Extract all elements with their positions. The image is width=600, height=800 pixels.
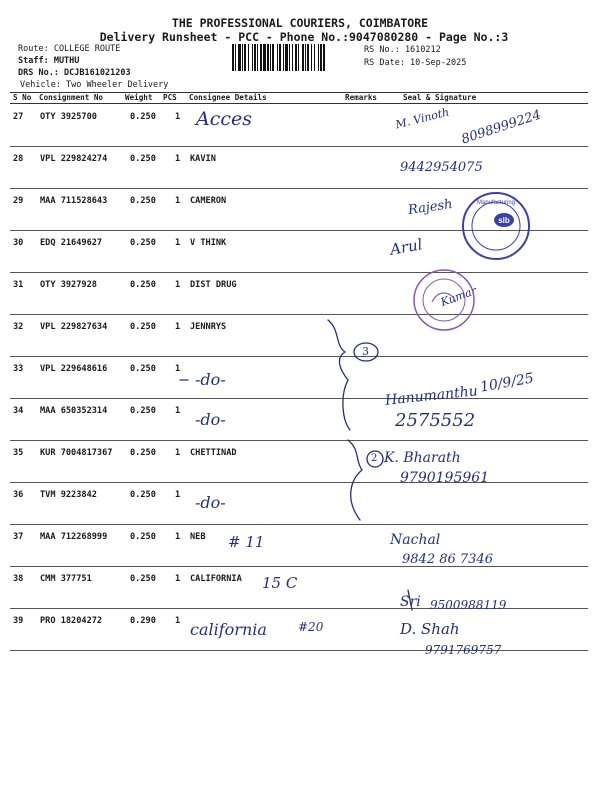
row-consignee: DIST DRUG bbox=[190, 280, 237, 290]
staff-label: Staff: MUTHU bbox=[18, 56, 80, 66]
row-pcs: 1 bbox=[175, 112, 181, 122]
company-stamp bbox=[460, 190, 532, 262]
barcode-bar bbox=[267, 44, 269, 71]
barcode-bar bbox=[257, 44, 258, 71]
handwritten-signature: Arul bbox=[388, 235, 424, 259]
barcode-bar bbox=[242, 44, 243, 71]
row-sno: 39 bbox=[13, 616, 24, 626]
barcode-bar bbox=[292, 44, 293, 71]
row-weight: 0.250 bbox=[130, 364, 156, 374]
row-weight: 0.250 bbox=[130, 280, 156, 290]
barcode-bar bbox=[283, 44, 284, 71]
barcode-bar bbox=[311, 44, 312, 71]
rs-date: RS Date: 10-Sep-2025 bbox=[364, 58, 467, 68]
row-pcs: 1 bbox=[175, 364, 181, 374]
barcode-bar bbox=[289, 44, 290, 71]
barcode-bar bbox=[314, 44, 315, 71]
barcode-bar bbox=[263, 44, 266, 71]
row-pcs: 1 bbox=[175, 490, 181, 500]
round-seal bbox=[412, 268, 476, 332]
row-sno: 37 bbox=[13, 532, 24, 542]
handwritten-signature: Sri bbox=[400, 594, 421, 610]
row-consignment-no: EDQ 21649627 bbox=[40, 238, 103, 248]
row-sno: 38 bbox=[13, 574, 24, 584]
row-consignee: CHETTINAD bbox=[190, 448, 237, 458]
row-weight: 0.250 bbox=[130, 112, 156, 122]
barcode-bar bbox=[277, 44, 278, 71]
barcode-bar bbox=[298, 44, 299, 71]
handwritten-number: #20 bbox=[298, 620, 324, 634]
handwritten-signature: Kumar bbox=[438, 284, 479, 309]
barcode-bar bbox=[307, 44, 309, 71]
barcode bbox=[232, 44, 356, 71]
row-pcs: 1 bbox=[175, 322, 181, 332]
table-row bbox=[10, 398, 588, 441]
row-sno: 33 bbox=[13, 364, 24, 374]
barcode-bar bbox=[295, 44, 297, 71]
row-consignee: JENNRYS bbox=[190, 322, 227, 332]
row-weight: 0.250 bbox=[130, 322, 156, 332]
row-pcs: 1 bbox=[175, 406, 181, 416]
table-row bbox=[10, 524, 588, 567]
handwritten-ditto: -do- bbox=[195, 370, 226, 389]
handwritten-phone: 8098999224 bbox=[459, 107, 544, 148]
row-consignment-no: MAA 711528643 bbox=[40, 196, 108, 206]
barcode-bar bbox=[232, 44, 234, 71]
barcode-bar bbox=[252, 44, 253, 71]
row-consignment-no: OTY 3927928 bbox=[40, 280, 97, 290]
row-weight: 0.290 bbox=[130, 616, 156, 626]
handwritten-number: 15 C bbox=[262, 574, 298, 592]
row-consignment-no: MAA 712268999 bbox=[40, 532, 108, 542]
barcode-bar bbox=[323, 44, 325, 71]
handwritten-phone: 2575552 bbox=[395, 410, 476, 431]
runsheet-subtitle: Delivery Runsheet - PCC - Phone No.:9047080280 - Page No.:3 bbox=[99, 30, 509, 44]
row-sno: 28 bbox=[13, 154, 24, 164]
handwritten-phone: 9791769757 bbox=[425, 643, 502, 657]
table-row bbox=[10, 440, 588, 483]
row-consignee: V THINK bbox=[190, 238, 227, 248]
handwritten-consignee: Acces bbox=[196, 108, 252, 130]
row-consignment-no: VPL 229827634 bbox=[40, 322, 108, 332]
col-consignee: Consignee Details bbox=[189, 93, 267, 102]
barcode-bar bbox=[279, 44, 281, 71]
row-sno: 32 bbox=[13, 322, 24, 332]
row-pcs: 1 bbox=[175, 574, 181, 584]
row-weight: 0.250 bbox=[130, 532, 156, 542]
table-row bbox=[10, 146, 588, 189]
barcode-bar bbox=[305, 44, 306, 71]
circled-number: 3 bbox=[362, 345, 369, 358]
col-remarks: Remarks bbox=[345, 93, 378, 102]
row-consignment-no: KUR 7004817367 bbox=[40, 448, 113, 458]
stamp-ring-text: Manufacturing bbox=[476, 200, 516, 206]
row-consignee: CAMERON bbox=[190, 196, 227, 206]
barcode-bar bbox=[320, 44, 322, 71]
handwritten-phone: 9442954075 bbox=[400, 160, 483, 175]
row-weight: 0.250 bbox=[130, 154, 156, 164]
row-pcs: 1 bbox=[175, 238, 181, 248]
row-weight: 0.250 bbox=[130, 196, 156, 206]
handwritten-ditto: -do- bbox=[195, 410, 226, 429]
row-consignment-no: TVM 9223842 bbox=[40, 490, 97, 500]
handwritten-phone: 9500988119 bbox=[430, 598, 507, 612]
col-pcs: PCS bbox=[163, 93, 177, 102]
row-sno: 30 bbox=[13, 238, 24, 248]
row-sno: 27 bbox=[13, 112, 24, 122]
row-sno: 31 bbox=[13, 280, 24, 290]
row-consignee: NEB bbox=[190, 532, 206, 542]
handwritten-consignee: california bbox=[190, 620, 267, 639]
row-pcs: 1 bbox=[175, 616, 181, 626]
handwritten-number: # 11 bbox=[228, 533, 265, 551]
handwritten-signature: D. Shah bbox=[400, 620, 460, 638]
table-row bbox=[10, 314, 588, 357]
route-label: Route: COLLEGE ROUTE bbox=[18, 44, 121, 54]
row-sno: 36 bbox=[13, 490, 24, 500]
row-pcs: 1 bbox=[175, 154, 181, 164]
handwritten-signature: Nachal bbox=[390, 532, 441, 548]
stamp-logo-text: slb bbox=[498, 216, 510, 225]
barcode-bar bbox=[235, 44, 236, 71]
row-pcs: 1 bbox=[175, 532, 181, 542]
vehicle-label: Vehicle: Two Wheeler Delivery bbox=[20, 80, 169, 90]
row-consignment-no: PRO 18204272 bbox=[40, 616, 103, 626]
row-weight: 0.250 bbox=[130, 490, 156, 500]
row-weight: 0.250 bbox=[130, 238, 156, 248]
col-sno: S No bbox=[13, 93, 32, 102]
row-pcs: 1 bbox=[175, 280, 181, 290]
barcode-bar bbox=[244, 44, 246, 71]
row-sno: 34 bbox=[13, 406, 24, 416]
handwritten-date: 10/9/25 bbox=[479, 370, 535, 396]
row-pcs: 1 bbox=[175, 448, 181, 458]
col-seal-signature: Seal & Signature bbox=[403, 93, 477, 102]
barcode-bar bbox=[270, 44, 271, 71]
row-weight: 0.250 bbox=[130, 574, 156, 584]
handwritten-signature: M. Vinoth bbox=[394, 105, 451, 132]
row-consignment-no: OTY 3925700 bbox=[40, 112, 97, 122]
barcode-bar bbox=[272, 44, 274, 71]
row-sno: 35 bbox=[13, 448, 24, 458]
row-consignment-no: VPL 229824274 bbox=[40, 154, 108, 164]
handwritten-phone: 9790195961 bbox=[400, 470, 490, 486]
row-consignment-no: MAA 650352314 bbox=[40, 406, 108, 416]
table-row bbox=[10, 482, 588, 525]
barcode-bar bbox=[254, 44, 256, 71]
row-weight: 0.250 bbox=[130, 406, 156, 416]
row-weight: 0.250 bbox=[130, 448, 156, 458]
handwritten-phone: 9842 86 7346 bbox=[402, 552, 493, 567]
rs-number: RS No.: 1610212 bbox=[364, 45, 441, 55]
handwritten-signature: Hanumanthu bbox=[384, 383, 479, 409]
barcode-bar bbox=[318, 44, 319, 71]
handwritten-signature: K. Bharath bbox=[384, 450, 461, 466]
barcode-bar bbox=[260, 44, 262, 71]
barcode-bar bbox=[248, 44, 249, 71]
row-consignment-no: CMM 377751 bbox=[40, 574, 92, 584]
row-pcs: 1 bbox=[175, 196, 181, 206]
row-sno: 29 bbox=[13, 196, 24, 206]
runsheet-title: THE PROFESSIONAL COURIERS, COIMBATORE bbox=[171, 16, 429, 30]
circled-number: 2 bbox=[371, 453, 378, 464]
row-consignment-no: VPL 229648616 bbox=[40, 364, 108, 374]
barcode-bar bbox=[238, 44, 241, 71]
handwritten-ditto: -do- bbox=[195, 493, 226, 512]
col-weight: Weight bbox=[125, 93, 153, 102]
drs-label: DRS No.: DCJB161021203 bbox=[18, 68, 131, 78]
table-row bbox=[10, 272, 588, 315]
row-consignee: CALIFORNIA bbox=[190, 574, 242, 584]
handwritten-signature: Rajesh bbox=[407, 196, 454, 219]
barcode-bar bbox=[285, 44, 288, 71]
barcode-bar bbox=[302, 44, 304, 71]
row-consignee: KAVIN bbox=[190, 154, 216, 164]
col-consignment: Consignment No bbox=[39, 93, 104, 102]
